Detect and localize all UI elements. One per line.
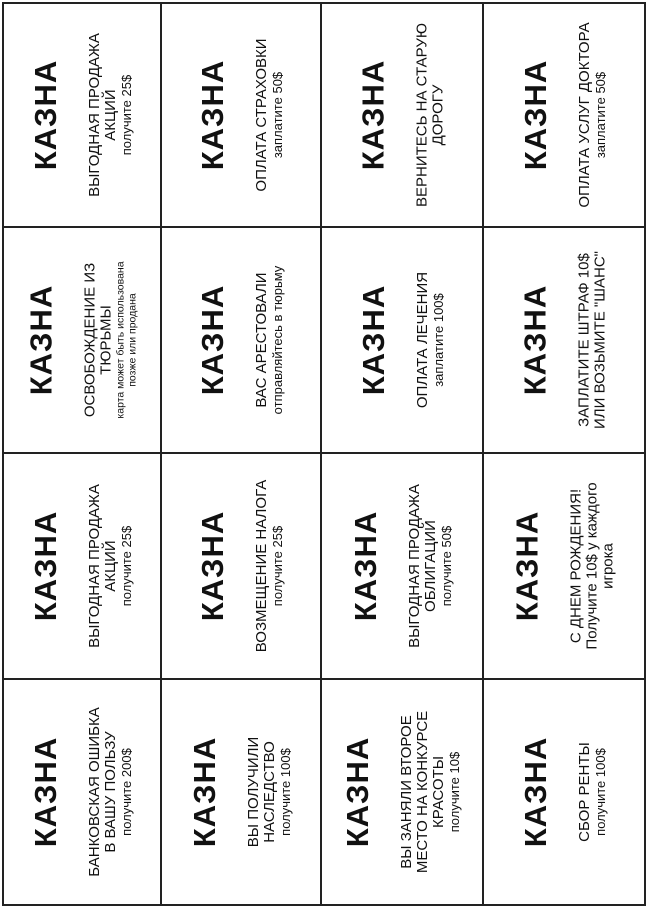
card-content <box>23 261 139 419</box>
card-title: КАЗНА <box>518 59 553 171</box>
card <box>322 2 484 228</box>
card-content <box>189 737 293 848</box>
card-text-line: ВЫ ПОЛУЧИЛИ <box>245 736 262 848</box>
card-content <box>197 480 285 652</box>
card-content <box>30 33 134 197</box>
card-content <box>350 484 454 648</box>
card-content <box>355 22 447 208</box>
card-title: КАЗНА <box>28 510 63 622</box>
card-text-line: ЗАПЛАТИТЕ ШТРАФ 10$ <box>575 253 593 427</box>
card-title: КАЗНА <box>348 510 383 622</box>
card-title: КАЗНА <box>355 59 391 171</box>
card <box>162 680 322 906</box>
card-text-line: ВАС АРЕСТОВАЛИ <box>253 272 270 408</box>
card-text-line: ВЫГОДНАЯ ПРОДАЖА <box>86 33 103 197</box>
card-title: КАЗНА <box>195 284 230 396</box>
card-small-text: карта может быть использована <box>114 261 127 419</box>
card-subtext: заплатите 50$ <box>270 71 285 159</box>
card-text-line: АКЦИЙ <box>102 540 119 592</box>
card-text-line: ОСВОБОЖДЕНИЕ ИЗ <box>81 262 99 418</box>
card-title: КАЗНА <box>23 284 59 396</box>
card-text-line: ОПЛАТА УСЛУГ ДОКТОРА <box>576 22 593 208</box>
card-text-line: БАНКОВСКАЯ ОШИБКА <box>86 707 103 877</box>
card <box>322 228 484 454</box>
card-text-line: АКЦИЙ <box>102 89 119 141</box>
card-subtext: заплатите 100$ <box>431 293 446 387</box>
card-subtext: получите 100$ <box>593 748 608 836</box>
card-title: КАЗНА <box>195 510 230 622</box>
card-content <box>30 484 134 648</box>
card-text-line: ОПЛАТА СТРАХОВКИ <box>253 38 270 192</box>
card-text-line: НАСЛЕДСТВО <box>261 741 278 843</box>
card <box>322 680 484 906</box>
card-title: КАЗНА <box>509 510 545 622</box>
card <box>484 228 646 454</box>
card <box>484 680 646 906</box>
card-title: КАЗНА <box>517 284 553 396</box>
card <box>162 228 322 454</box>
card <box>162 454 322 680</box>
card-content <box>509 482 617 650</box>
card-text-line: ИЛИ ВОЗЬМИТЕ "ШАНС" <box>591 250 609 430</box>
card-content <box>520 22 608 207</box>
card-subtext: отправляйтесь в тюрьму <box>270 265 285 415</box>
card-title: КАЗНА <box>195 59 230 171</box>
card-text-line: игрока <box>599 543 617 589</box>
card-content <box>342 711 462 873</box>
card-subtext: получите 10$ <box>447 751 462 833</box>
card <box>322 454 484 680</box>
card-subtext: заплатите 50$ <box>593 71 608 159</box>
card-content <box>358 272 446 408</box>
card-text-line: ВЫГОДНАЯ ПРОДАЖА <box>406 484 423 648</box>
card-subtext: получите 50$ <box>439 525 454 607</box>
card-subtext: получите 25$ <box>119 525 134 607</box>
card <box>2 680 162 906</box>
card-text-line: СБОР РЕНТЫ <box>576 742 593 842</box>
card-text-line: ВОЗМЕЩЕНИЕ НАЛОГА <box>253 479 270 653</box>
card-title: КАЗНА <box>340 736 375 848</box>
card-title: КАЗНА <box>187 736 222 848</box>
card-text-line: ТЮРЬМЫ <box>97 305 115 375</box>
card-text-line: МЕСТО НА КОНКУРСЕ <box>414 710 431 874</box>
card-text-line: ОБЛИГАЦИЙ <box>422 520 439 612</box>
card-content <box>30 707 134 876</box>
card-text-line: ВЫ ЗАНЯЛИ ВТОРОЕ <box>398 715 415 869</box>
card-text-line: С ДНЕМ РОЖДЕНИЯ! <box>567 488 585 644</box>
card <box>2 454 162 680</box>
card-text-line: ВЫГОДНАЯ ПРОДАЖА <box>86 484 103 648</box>
card-text-line: ВЕРНИТЕСЬ НА СТАРУЮ <box>413 22 431 208</box>
card-text-line: Получите 10$ у каждого <box>583 482 601 650</box>
card <box>484 2 646 228</box>
card <box>2 2 162 228</box>
card-subtext: получите 100$ <box>278 748 293 836</box>
card-subtext: получите 25$ <box>270 525 285 607</box>
card-title: КАЗНА <box>356 284 391 396</box>
card-content <box>517 250 609 430</box>
card-text-line: В ВАШУ ПОЛЬЗУ <box>102 731 119 853</box>
card-content <box>197 266 285 415</box>
card <box>2 228 162 454</box>
card-text-line: КРАСОТЫ <box>430 755 447 829</box>
card-subtext: получите 25$ <box>119 74 134 156</box>
card-title: КАЗНА <box>518 736 553 848</box>
card-text-line: ОПЛАТА ЛЕЧЕНИЯ <box>414 271 431 409</box>
card-content <box>520 737 608 848</box>
card-content <box>197 38 285 191</box>
card <box>162 2 322 228</box>
card-text-line: ДОРОГУ <box>429 84 447 146</box>
card-title: КАЗНА <box>28 736 63 848</box>
card-small-text: позже или продана <box>126 293 139 387</box>
card-title: КАЗНА <box>28 59 63 171</box>
card-subtext: получите 200$ <box>119 748 134 836</box>
card-sheet <box>2 2 646 906</box>
card <box>484 454 646 680</box>
